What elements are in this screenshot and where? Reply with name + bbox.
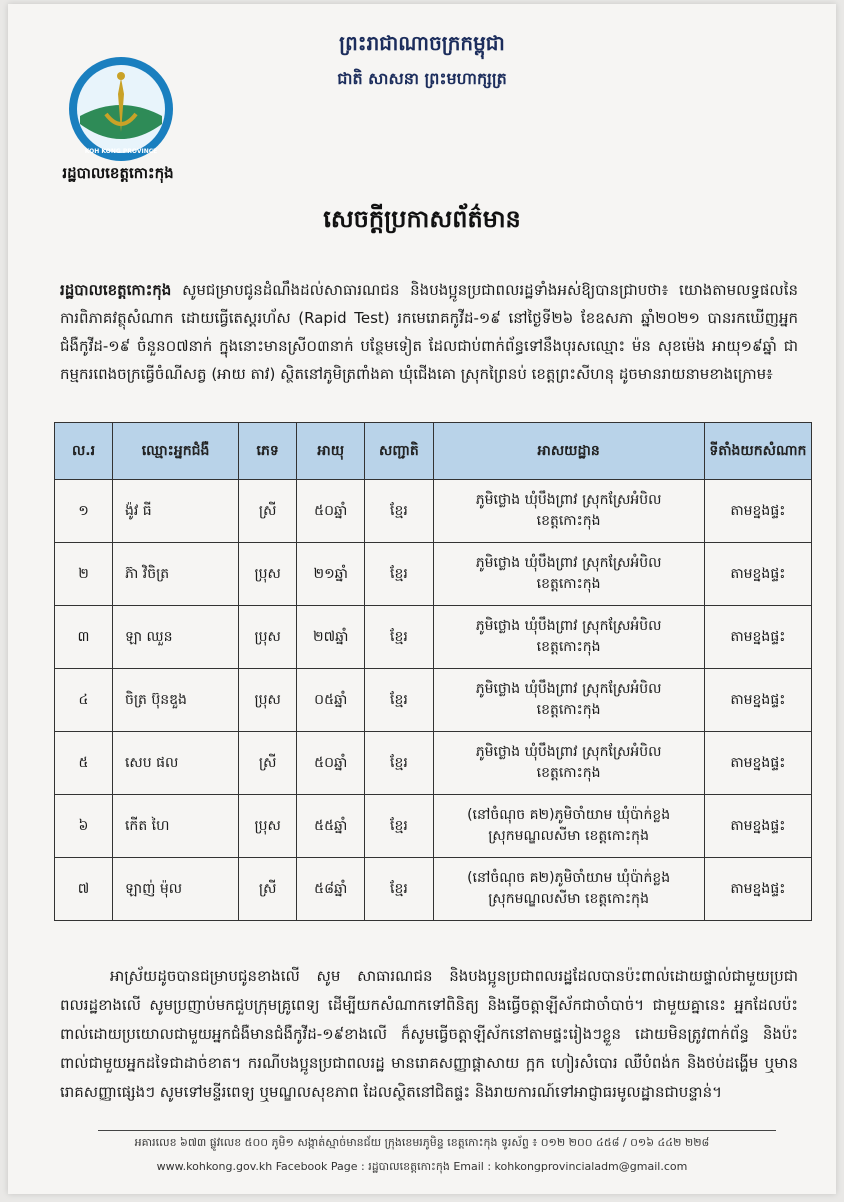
- address-line-2: ខេត្តកោះកុង: [536, 765, 601, 781]
- cell-address: [433, 669, 704, 732]
- provincial-logo: [66, 54, 176, 164]
- cell-nationality: ខ្មែរ: [365, 669, 433, 732]
- col-sample-location: ទីតាំងយកសំណាក: [704, 423, 811, 480]
- cell-name: កើត ហៃ: [112, 795, 238, 858]
- cell-sample-location: តាមខ្នងផ្ទះ: [704, 858, 811, 921]
- cell-sample-location: តាមខ្នងផ្ទះ: [704, 732, 811, 795]
- cell-nationality: ខ្មែរ: [365, 858, 433, 921]
- table-row: [55, 543, 812, 606]
- cell-sex: ប្រុស: [239, 606, 297, 669]
- national-motto: ជាតិ សាសនា ព្រះមហាក្សត្រ: [337, 69, 507, 88]
- address-line-2: ស្រុកមណ្ឌលសីមា ខេត្តកោះកុង: [488, 891, 649, 907]
- cell-sex: ស្រី: [239, 732, 297, 795]
- intro-lead: រដ្ឋបាលខេត្តកោះកុង: [60, 281, 172, 299]
- footer-address: អគារលេខ ៦៧៣ ផ្លូវលេខ ៥០០ ភូមិ១ សង្កាត់ស្មាច់មានជ័យ ក្រុងខេមរភូមិន្ទ ខេត្តកោះកុង ទូរស័ព្ទ ៖ ០១២ ២០០ ៤៥៨ / ០១៦ ៤៤២ ២២៨: [134, 1136, 710, 1149]
- document-page: [8, 4, 836, 1194]
- address-line-1: ភូមិថ្លោង ឃុំបឹងព្រាវ ស្រុកស្រែអំបិល: [475, 618, 662, 634]
- cell-nationality: ខ្មែរ: [365, 606, 433, 669]
- address-line-2: ខេត្តកោះកុង: [536, 513, 601, 529]
- cell-nationality: ខ្មែរ: [365, 543, 433, 606]
- address-line-2: ខេត្តកោះកុង: [536, 639, 601, 655]
- address-line-2: ខេត្តកោះកុង: [536, 702, 601, 718]
- administration-name: រដ្ឋបាលខេត្តកោះកុង: [62, 164, 174, 182]
- cell-name: ចិត្រ ប៊ុនឌួង: [112, 669, 238, 732]
- address-line-2: ខេត្តកោះកុង: [536, 576, 601, 592]
- cell-no: ៤: [55, 669, 113, 732]
- cell-sex: ប្រុស: [239, 543, 297, 606]
- cell-age: ២១ឆ្នាំ: [297, 543, 365, 606]
- footer-contact: www.kohkong.gov.kh Facebook Page : រដ្ឋបាលខេត្តកោះកុង Email : kohkongprovincialadm@gmail.com: [156, 1160, 688, 1173]
- cell-nationality: ខ្មែរ: [365, 480, 433, 543]
- address-line-1: ភូមិថ្លោង ឃុំបឹងព្រាវ ស្រុកស្រែអំបិល: [475, 492, 662, 508]
- address-line-1: ភូមិថ្លោង ឃុំបឹងព្រាវ ស្រុកស្រែអំបិល: [475, 681, 662, 697]
- table-row: [55, 732, 812, 795]
- cell-sex: ប្រុស: [239, 795, 297, 858]
- address-line-1: ភូមិថ្លោង ឃុំបឹងព្រាវ ស្រុកស្រែអំបិល: [475, 555, 662, 571]
- address-line-2: ស្រុកមណ្ឌលសីមា ខេត្តកោះកុង: [488, 828, 649, 844]
- intro-paragraph: [60, 276, 798, 388]
- address-line-1: ភូមិថ្លោង ឃុំបឹងព្រាវ ស្រុកស្រែអំបិល: [475, 744, 662, 760]
- col-nationality: សញ្ជាតិ: [365, 423, 433, 480]
- table-row: [55, 795, 812, 858]
- document-title: សេចក្តីប្រកាសព័ត៌មាន: [323, 204, 521, 233]
- cell-address: [433, 795, 704, 858]
- cell-no: ៧: [55, 858, 113, 921]
- closing-paragraph: អាស្រ័យដូចបានជម្រាបជូនខាងលើ សូម សាធារណជន និងបងប្អូនប្រជាពលរដ្ឋដែលបានប៉ះពាល់ដោយផ្ទាល់ជាមួយប្រជាពលរដ្ឋខាងលើ សូមប្រញាប់មកជួបក្រុមគ្រូពេទ្យ ដើម្បីយកសំណាកទៅពិនិត្យ និងធ្វើចត្តាឡីស័កជាចាំបាច់។ ជាមួយគ្នានេះ អ្នកដែលប៉ះពាល់ដោយប្រយោលជាមួយអ្នកជំងឺមានជំងឺកូវីដ-១៩ខាងលើ ក៏សូមធ្វើចត្តាឡីស័កនៅតាមផ្ទះរៀងៗខ្លួន ដោយមិនត្រូវពាក់ព័ន្ធ និងប៉ះពាល់ជាមួយអ្នកដទៃជាដាច់ខាត។ ករណីបងប្អូនប្រជាពលរដ្ឋ មានរោគសញ្ញាផ្តាសាយ ក្អក ហៀរសំបោរ ឈឺបំពង់ក និងថប់ដង្ហើម ឬមានរោគសញ្ញាផ្សេងៗ សូមទៅមន្ទីរពេទ្យ ឬមណ្ឌលសុខភាព ដែលស្ថិតនៅជិតផ្ទះ និងរាយការណ៍ទៅអាជ្ញាធរមូលដ្ឋានជាបន្ទាន់។: [60, 967, 798, 1101]
- footer-divider: [98, 1130, 776, 1131]
- kingdom-heading: ព្រះរាជាណាចក្រកម្ពុជា: [339, 31, 505, 55]
- cell-sample-location: តាមខ្នងផ្ទះ: [704, 480, 811, 543]
- cell-age: ៥០ឆ្នាំ: [297, 480, 365, 543]
- cell-age: ៥៨ឆ្នាំ: [297, 858, 365, 921]
- cell-sex: ស្រី: [239, 480, 297, 543]
- cell-address: [433, 858, 704, 921]
- cell-name: ភ៊ា វិចិត្រ: [112, 543, 238, 606]
- cell-nationality: ខ្មែរ: [365, 795, 433, 858]
- table-row: [55, 669, 812, 732]
- table-row: [55, 606, 812, 669]
- cell-no: ៥: [55, 732, 113, 795]
- patients-table: [54, 422, 812, 921]
- cell-sex: ស្រី: [239, 858, 297, 921]
- cell-age: ២៧ឆ្នាំ: [297, 606, 365, 669]
- cell-address: [433, 480, 704, 543]
- cell-no: ១: [55, 480, 113, 543]
- cell-name: ឡាញ់ ម៉ុល: [112, 858, 238, 921]
- cell-age: ០៥ឆ្នាំ: [297, 669, 365, 732]
- cell-name: ឡា ឈួន: [112, 606, 238, 669]
- address-line-1: (នៅចំណុច គ២)ភូមិចាំយាម ឃុំប៉ាក់ខ្លង: [467, 807, 671, 823]
- table-row: [55, 858, 812, 921]
- col-address: អាសយដ្ឋាន: [433, 423, 704, 480]
- cell-sample-location: តាមខ្នងផ្ទះ: [704, 606, 811, 669]
- table-header-row: [55, 423, 812, 480]
- cell-name: សេប ផល: [112, 732, 238, 795]
- address-line-1: (នៅចំណុច គ២)ភូមិចាំយាម ឃុំប៉ាក់ខ្លង: [467, 870, 671, 886]
- cell-address: [433, 606, 704, 669]
- cell-address: [433, 732, 704, 795]
- col-no: ល.រ: [55, 423, 113, 480]
- cell-no: ៣: [55, 606, 113, 669]
- cell-age: ៥៥ឆ្នាំ: [297, 795, 365, 858]
- cell-sample-location: តាមខ្នងផ្ទះ: [704, 543, 811, 606]
- cell-sample-location: តាមខ្នងផ្ទះ: [704, 795, 811, 858]
- logo-caption: KOH KONG PROVINCE: [84, 148, 158, 155]
- col-name: ឈ្មោះអ្នកជំងឺ: [112, 423, 238, 480]
- col-age: អាយុ: [297, 423, 365, 480]
- table-row: [55, 480, 812, 543]
- cell-name: ង៉ូវ ធី: [112, 480, 238, 543]
- cell-age: ៥០ឆ្នាំ: [297, 732, 365, 795]
- cell-nationality: ខ្មែរ: [365, 732, 433, 795]
- cell-address: [433, 543, 704, 606]
- cell-sex: ប្រុស: [239, 669, 297, 732]
- cell-sample-location: តាមខ្នងផ្ទះ: [704, 669, 811, 732]
- cell-no: ២: [55, 543, 113, 606]
- col-sex: ភេទ: [239, 423, 297, 480]
- cell-no: ៦: [55, 795, 113, 858]
- intro-body: សូមជម្រាបជូនដំណឹងដល់សាធារណជន និងបងប្អូនប្រជាពលរដ្ឋទាំងអស់ឱ្យបានជ្រាបថា៖ យោងតាមលទ្ធផលនៃការពិភាគវត្ថុសំណាក ដោយធ្វើតេស្តរហ័ស (Rapid Test) រកមេរោគកូវីដ-១៩ នៅថ្ងៃទី២៦ ខែឧសភា ឆ្នាំ២០២១ បានរកឃើញអ្នកជំងឺកូវីដ-១៩ ចំនួន០៧នាក់ ក្នុងនោះមានស្រី០៣នាក់ បន្ថែមទៀត ដែលជាប់ពាក់ព័ន្ធទៅនឹងបុរសឈ្មោះ ម៉ន សុខម៉េង អាយុ១៩ឆ្នាំ ជាកម្មករពេងចក្រធ្វើចំណីសត្វ (អាយ តាវ) ស្ថិតនៅភូមិត្រពាំងគា ឃុំជើងគោ ស្រុកព្រៃនប់ ខេត្តព្រះសីហនុ ដូចមានរាយនាមខាងក្រោម៖: [60, 281, 798, 383]
